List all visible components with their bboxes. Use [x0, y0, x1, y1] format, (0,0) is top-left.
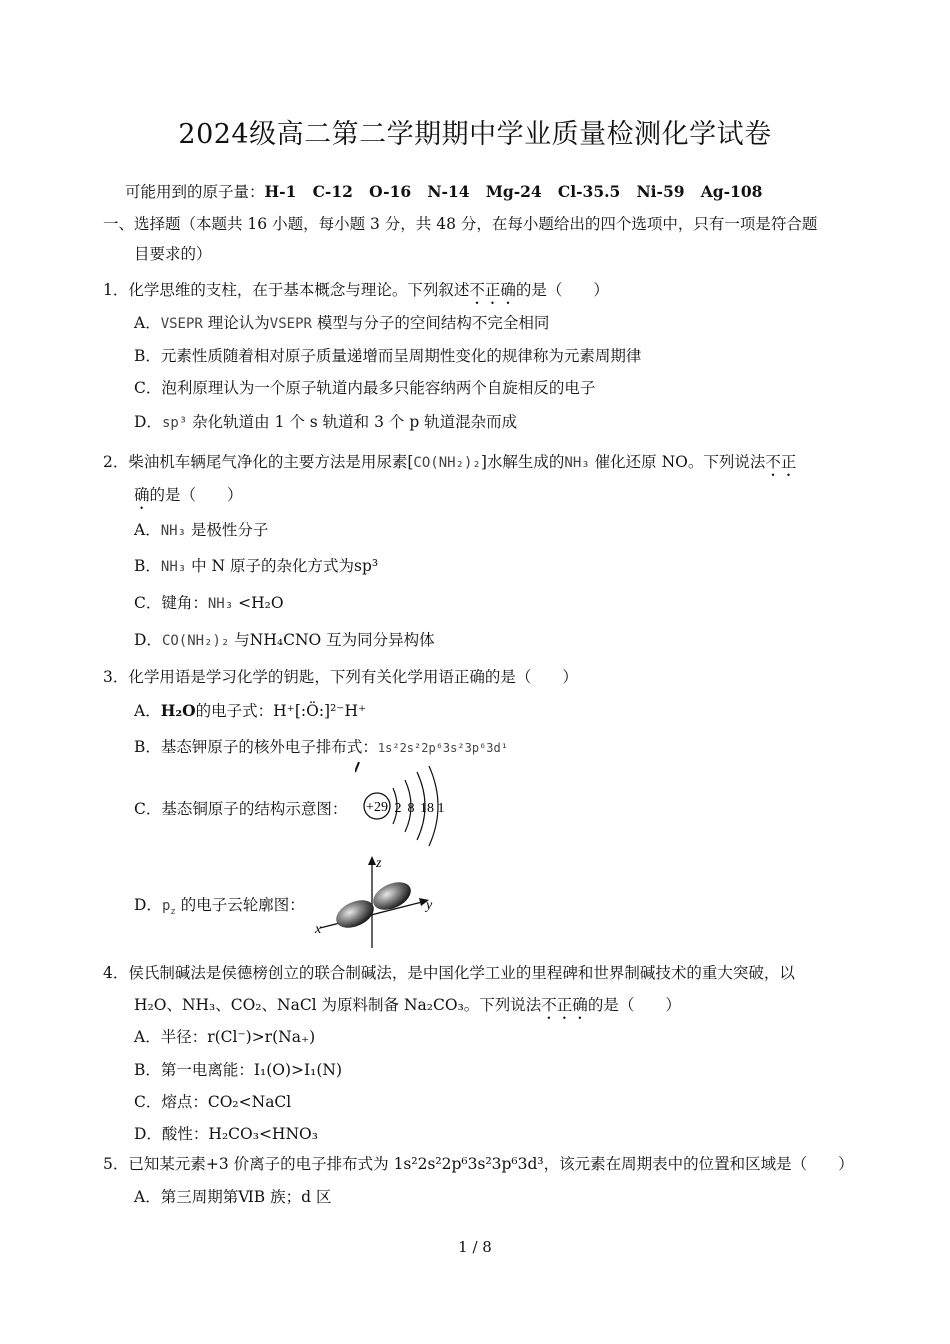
- q1-emphasis: 不正确: [469, 281, 516, 299]
- atomic-masses: [125, 182, 762, 202]
- q1-stem-text: 1．化学思维的支柱，在于基本概念与理论。下列叙述: [103, 281, 470, 299]
- q1-stem-end: 的是（ ）: [515, 281, 609, 299]
- q3-a-formula: H₂O: [160, 701, 196, 720]
- q4-option-c: C．熔点：CO₂<NaCl: [134, 1093, 292, 1111]
- q2-stem-mid: ]水解生成的: [480, 453, 565, 471]
- pz-orbital-diagram: [312, 852, 442, 952]
- y-axis-label: y: [426, 898, 433, 913]
- q1-option-d: [134, 412, 517, 433]
- q3-option-a: [134, 701, 366, 721]
- q2-option-c: [134, 593, 284, 614]
- q1-d-formula: sp³: [161, 415, 188, 431]
- stray-mark: [355, 762, 359, 772]
- q4-option-a: A．半径：r(Cl⁻)>r(Na₊): [134, 1028, 316, 1046]
- q3-d-label: D．: [134, 896, 162, 914]
- q2-d-text: 与NH₄CNO 互为同分异构体: [229, 631, 435, 649]
- q2-emphasis-cont: 确: [134, 486, 150, 504]
- shell-count-3: 18: [420, 801, 434, 816]
- copper-atom-diagram: [355, 762, 450, 847]
- q1-d-label: D．: [134, 413, 162, 431]
- q2-stem-mid2: 催化还原 NO。下列说法: [589, 453, 766, 471]
- q3-option-c: C．基态铜原子的结构示意图：: [134, 800, 348, 818]
- q3-b-label: B．基态钾原子的核外电子排布式：: [134, 738, 378, 756]
- orbital-lobe-lower: [332, 895, 378, 934]
- section-heading-cont: 目要求的）: [134, 245, 212, 263]
- q2-option-b: [134, 556, 378, 577]
- q1-a-mid: 理论认为: [202, 314, 270, 332]
- atomic-masses-label: 可能用到的原子量：: [125, 183, 265, 201]
- q2-c-text: <H₂O: [233, 594, 284, 612]
- page-number: 1 / 8: [458, 1238, 492, 1256]
- q4-stem-end: 的是（ ）: [587, 996, 681, 1014]
- section-heading: 一、选择题（本题共 16 小题，每小题 3 分，共 48 分，在每小题给出的四个选项中，只有一项是符合题: [103, 215, 818, 233]
- q2-emphasis: 不正: [765, 453, 797, 471]
- q3-d-formula-sub: z: [170, 907, 176, 918]
- q5-option-a: A．第三周期第ⅥB 族；d 区: [134, 1188, 332, 1206]
- q1-a-formula-2: VSEPR: [269, 316, 312, 332]
- q1-a-text: 模型与分子的空间结构不完全相同: [311, 314, 550, 332]
- shell-count-4: 1: [437, 801, 445, 816]
- q2-b-text: 中 N 原子的杂化方式为sp³: [186, 557, 379, 575]
- q2-b-label: B．: [134, 557, 161, 575]
- q3-d-formula: p: [161, 898, 171, 914]
- atomic-masses-values: H-1 C-12 O-16 N-14 Mg-24 Cl-35.5 Ni-59 Ag-108: [264, 182, 763, 201]
- nucleus-charge: +29: [366, 800, 388, 815]
- q2-stem-cont: [134, 485, 243, 513]
- q3-option-b: [134, 737, 508, 758]
- q2-c-formula: NH₃: [207, 596, 234, 612]
- q2-d-label: D．: [134, 631, 162, 649]
- q1-option-b: B．元素性质随着相对原子质量递增而呈周期性变化的规律称为元素周期律: [134, 347, 642, 365]
- q2-stem-end: 的是（ ）: [149, 486, 243, 504]
- q3-a-label: A．: [134, 702, 161, 720]
- shell-count-2: 8: [407, 801, 415, 816]
- q2-d-formula: CO(NH₂)₂: [161, 633, 230, 649]
- q3-b-formula: 1s²2s²2p⁶3s²3p⁶3d¹: [377, 741, 508, 755]
- q4-stem-cont: [134, 995, 681, 1023]
- q1-a-label: A．: [134, 314, 161, 332]
- q2-a-formula: NH₃: [160, 523, 186, 539]
- q2-stem-text: 2．柴油机车辆尾气净化的主要方法是用尿素[: [103, 453, 414, 471]
- q2-stem: [103, 452, 796, 480]
- q2-option-d: [134, 630, 435, 651]
- q1-option-a: [134, 313, 549, 334]
- q2-b-formula: NH₃: [160, 559, 187, 575]
- shell-count-1: 2: [394, 801, 402, 816]
- q4-option-d: D．酸性：H₂CO₃<HNO₃: [134, 1125, 318, 1143]
- q2-a-label: A．: [134, 521, 161, 539]
- q4-stem-text: H₂O、NH₃、CO₂、NaCl 为原料制备 Na₂CO₃。下列说法: [134, 996, 542, 1014]
- q1-stem: [103, 280, 609, 308]
- page-title: 2024级高二第二学期期中学业质量检测化学试卷: [178, 119, 772, 150]
- q4-stem: 4．侯氏制碱法是侯德榜创立的联合制碱法，是中国化学工业的里程碑和世界制碱技术的重大突破，以: [103, 964, 795, 982]
- q2-c-label: C．键角：: [134, 594, 208, 612]
- q2-urea-formula: CO(NH₂)₂: [413, 455, 481, 471]
- q4-emphasis: 不正确: [541, 996, 588, 1014]
- q2-option-a: [134, 520, 268, 541]
- q1-a-formula-1: VSEPR: [160, 316, 203, 332]
- q2-a-text: 是极性分子: [186, 521, 269, 539]
- q3-d-text: 的电子云轮廓图：: [175, 896, 305, 914]
- q4-option-b: B．第一电离能：I₁(O)>I₁(N): [134, 1061, 343, 1079]
- q1-option-c: C．泡利原理认为一个原子轨道内最多只能容纳两个自旋相反的电子: [134, 379, 596, 397]
- z-axis-label: z: [376, 856, 382, 871]
- z-axis-arrow: [368, 856, 376, 865]
- q3-a-text: 的电子式：H⁺[:Ö:]²⁻H⁺: [195, 702, 367, 720]
- q5-stem: 5．已知某元素+3 价离子的电子排布式为 1s²2s²2p⁶3s²3p⁶3d³，该元素在周期表中的位置和区域是（ ）: [103, 1155, 854, 1173]
- x-axis-label: x: [315, 922, 322, 937]
- q1-d-text: 杂化轨道由 1 个 s 轨道和 3 个 p 轨道混杂而成: [187, 413, 518, 431]
- q3-stem: 3．化学用语是学习化学的钥匙，下列有关化学用语正确的是（ ）: [103, 668, 578, 686]
- q2-ammonia-formula: NH₃: [564, 455, 590, 471]
- q3-option-d: [134, 895, 305, 922]
